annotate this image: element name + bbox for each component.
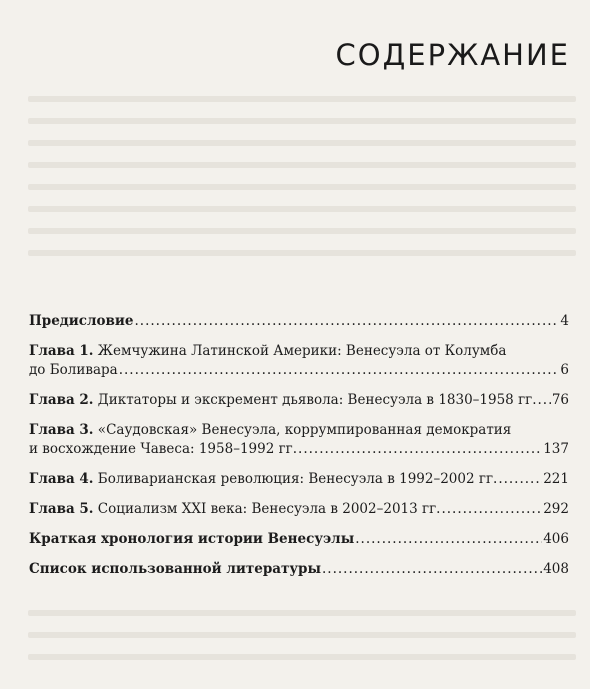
toc-entry[interactable] (29, 391, 569, 410)
toc-entry[interactable] (29, 421, 569, 459)
chapter-label: Глава 1. (29, 343, 94, 359)
dot-leader (498, 470, 542, 489)
dot-leader (119, 361, 560, 380)
page-number: 4 (560, 313, 569, 329)
toc-entry-title: Краткая хронология истории Венесуэлы (29, 531, 355, 547)
page-number: 408 (543, 561, 569, 577)
toc-entry-title: до Боливара (29, 362, 118, 378)
show-through-line (28, 184, 576, 190)
page-number: 292 (543, 501, 569, 517)
show-through-line (28, 610, 576, 616)
toc-entry-text (29, 440, 297, 459)
toc-entry-text (29, 530, 354, 549)
show-through-line (28, 206, 576, 212)
show-through-line (28, 118, 576, 124)
toc-entry-text (29, 342, 506, 361)
chapter-label: Глава 3. (29, 422, 94, 438)
toc-entry[interactable] (29, 312, 569, 331)
toc-entry-title: Боливарианская революция: Венесуэла в 1992–2002 гг. (93, 471, 498, 487)
table-of-contents (29, 312, 569, 590)
page-number: 406 (543, 531, 569, 547)
page-title: СОДЕРЖАНИЕ (335, 38, 570, 72)
chapter-label: Глава 2. (29, 392, 94, 408)
toc-entry-title: и восхождение Чавеса: 1958–1992 гг. (29, 441, 298, 457)
dot-leader (538, 391, 551, 410)
toc-entry-title: Жемчужина Латинской Америки: Венесуэла от Колумба (93, 343, 507, 359)
toc-entry-title: Предисловие (29, 313, 134, 329)
toc-entry-text (29, 391, 537, 410)
toc-entry[interactable] (29, 342, 569, 380)
toc-entry-title: Список использованной литературы (29, 561, 321, 577)
toc-entry[interactable] (29, 470, 569, 489)
dot-leader (135, 312, 560, 331)
page-number: 6 (560, 362, 569, 378)
toc-entry-text (29, 421, 511, 440)
page-number: 76 (551, 392, 569, 408)
toc-entry-text (29, 470, 497, 489)
page-number: 137 (543, 441, 569, 457)
toc-entry-title: Социализм XXI века: Венесуэла в 2002–2013 гг. (93, 501, 441, 517)
page-number: 221 (543, 471, 569, 487)
toc-entry[interactable] (29, 500, 569, 519)
toc-entry-text (29, 361, 118, 380)
dot-leader (355, 530, 542, 549)
toc-entry[interactable] (29, 560, 569, 579)
toc-entry-text (29, 312, 134, 331)
dot-leader (298, 440, 542, 459)
toc-entry-title: «Саудовская» Венесуэла, коррумпированная демократия (93, 422, 512, 438)
show-through-line (28, 250, 576, 256)
toc-entry-title: Диктаторы и экскремент дьявола: Венесуэла в 1830–1958 гг. (93, 392, 537, 408)
dot-leader (322, 560, 542, 579)
chapter-label: Глава 5. (29, 501, 94, 517)
toc-entry-text (29, 500, 440, 519)
chapter-label: Глава 4. (29, 471, 94, 487)
show-through-line (28, 654, 576, 660)
show-through-line (28, 140, 576, 146)
show-through-line (28, 162, 576, 168)
toc-entry[interactable] (29, 530, 569, 549)
toc-entry-text (29, 560, 321, 579)
show-through-line (28, 632, 576, 638)
dot-leader (441, 500, 542, 519)
show-through-line (28, 228, 576, 234)
show-through-line (28, 96, 576, 102)
